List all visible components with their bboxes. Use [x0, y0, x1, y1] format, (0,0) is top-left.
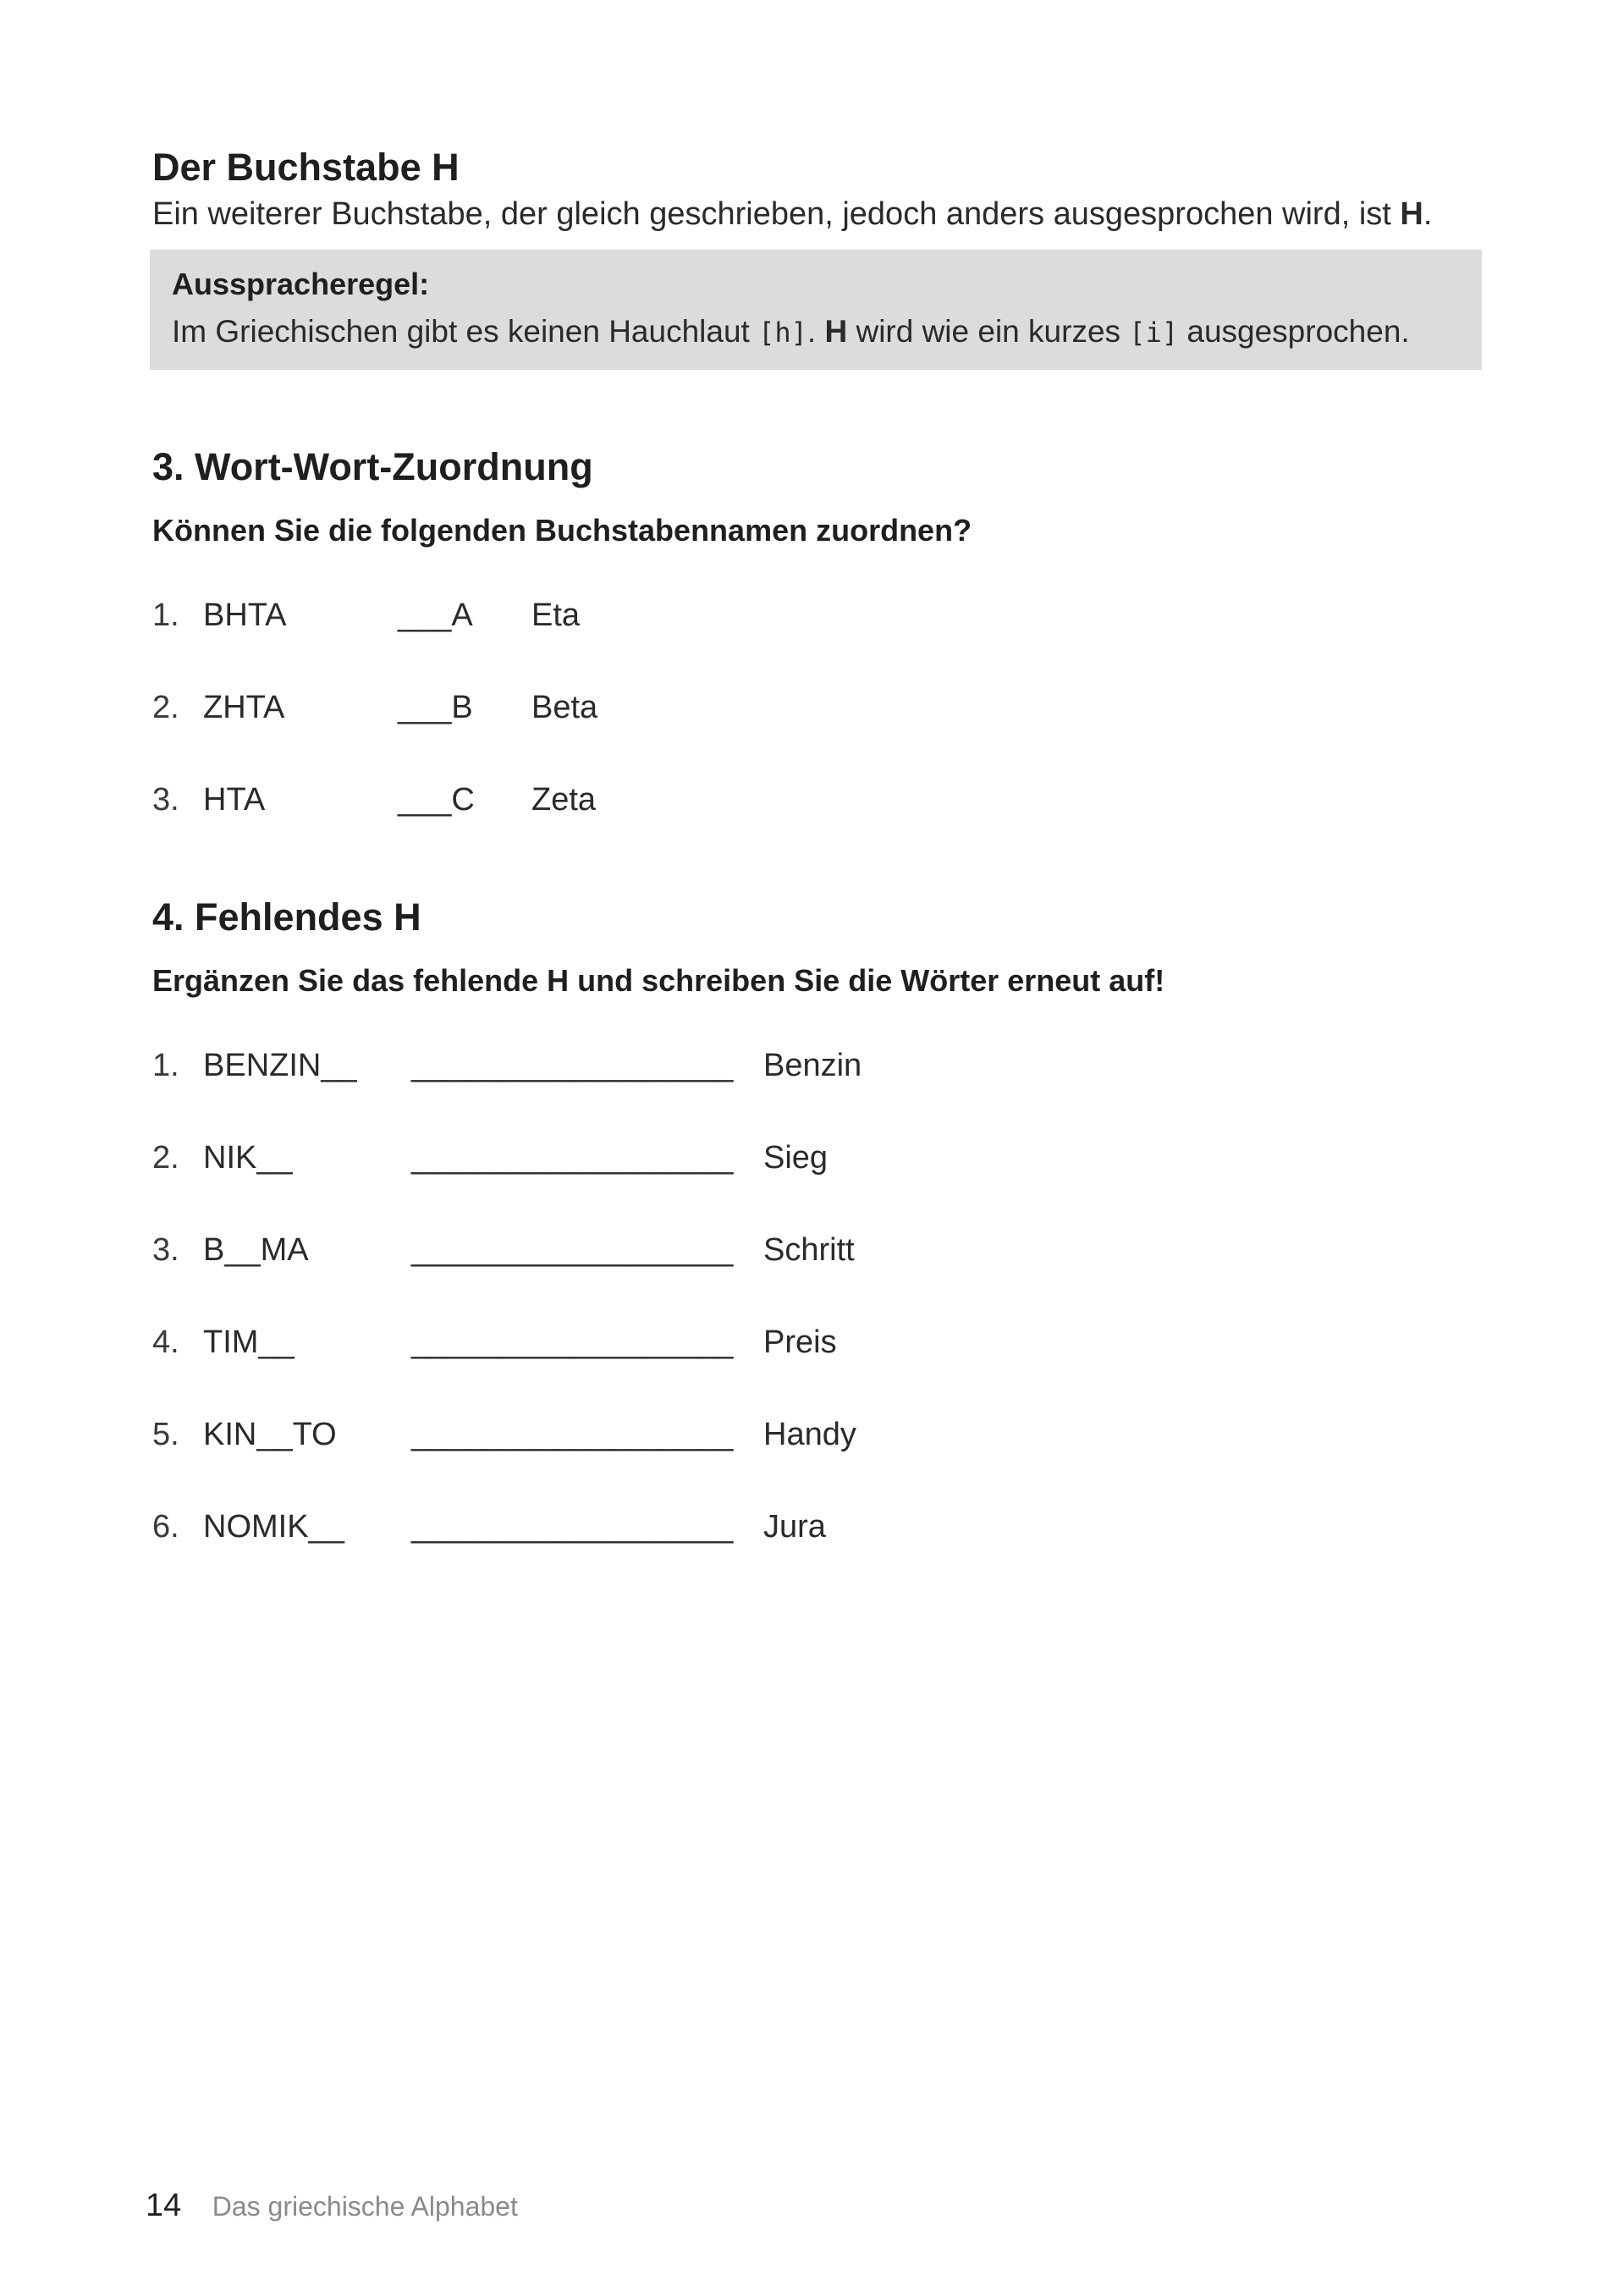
intro-prefix: Ein weiterer Buchstabe, der gleich geschrieben, jedoch anders ausgesprochen wird, ist	[152, 196, 1401, 232]
item-number: 3.	[152, 782, 179, 818]
rule-part3: wird wie ein kurzes	[847, 314, 1130, 349]
item-number: 2.	[152, 1140, 179, 1176]
item-word: ZHTA	[203, 690, 285, 725]
rule-part2: .	[806, 314, 825, 349]
exercise4-title: 4. Fehlendes H	[152, 895, 421, 939]
item-word: KIN__TO	[203, 1417, 337, 1452]
item-answer: Beta	[531, 690, 598, 725]
item-blank: __________________	[411, 1140, 734, 1176]
item-word: NIK__	[203, 1140, 293, 1176]
intro-letter: H	[1400, 196, 1423, 232]
item-answer: Schritt	[763, 1232, 855, 1268]
item-word: BENZIN__	[203, 1048, 357, 1083]
item-number: 5.	[152, 1417, 179, 1452]
item-answer: Jura	[763, 1509, 826, 1545]
page-footer	[146, 2188, 518, 2224]
item-number: 4.	[152, 1324, 179, 1360]
rule-letter: H	[824, 314, 848, 349]
rule-part1: Im Griechischen gibt es keinen Hauchlaut	[172, 314, 759, 349]
exercise3-title: 3. Wort-Wort-Zuordnung	[152, 445, 593, 488]
item-answer: Sieg	[763, 1140, 829, 1176]
item-blank: __________________	[411, 1509, 734, 1545]
item-number: 3.	[152, 1232, 179, 1268]
item-answer: Zeta	[531, 782, 597, 818]
item-word: B__MA	[203, 1232, 309, 1268]
rule-part4: ausgesprochen.	[1178, 314, 1410, 349]
item-blank: __________________	[411, 1048, 734, 1083]
item-answer: Benzin	[763, 1048, 862, 1083]
item-number: 1.	[152, 598, 179, 633]
exercise3-instruction: Können Sie die folgenden Buchstabennamen zuordnen?	[152, 513, 972, 548]
item-number: 2.	[152, 690, 179, 725]
item-blank: __________________	[411, 1232, 734, 1268]
page-number: 14	[146, 2188, 182, 2223]
item-answer: Eta	[531, 598, 581, 633]
item-word: NOMIK__	[203, 1509, 344, 1545]
item-number: 1.	[152, 1048, 179, 1083]
item-answer: Preis	[763, 1324, 837, 1360]
item-answer: Handy	[763, 1417, 856, 1452]
rule-title: Ausspracheregel:	[172, 267, 430, 301]
intro-text	[152, 196, 1432, 233]
item-blank: __________________	[411, 1324, 734, 1360]
intro-suffix: .	[1423, 196, 1433, 232]
item-blank: ___C	[398, 782, 475, 818]
item-word: TIM__	[203, 1324, 295, 1360]
item-number: 6.	[152, 1509, 179, 1545]
rule-text	[172, 314, 1460, 350]
item-blank: __________________	[411, 1417, 734, 1452]
item-word: BHTA	[203, 598, 287, 633]
exercise4-instruction: Ergänzen Sie das fehlende H und schreiben Sie die Wörter erneut auf!	[152, 963, 1165, 998]
item-word: HTA	[203, 782, 266, 818]
rule-sound-i: [i]	[1129, 317, 1179, 349]
chapter-title: Das griechische Alphabet	[212, 2191, 518, 2222]
item-blank: ___A	[398, 598, 473, 633]
item-blank: ___B	[398, 690, 473, 725]
section-title-letter-h: Der Buchstabe H	[152, 146, 460, 189]
pronunciation-rule-box	[150, 250, 1482, 370]
rule-sound-h: [h]	[758, 317, 807, 349]
